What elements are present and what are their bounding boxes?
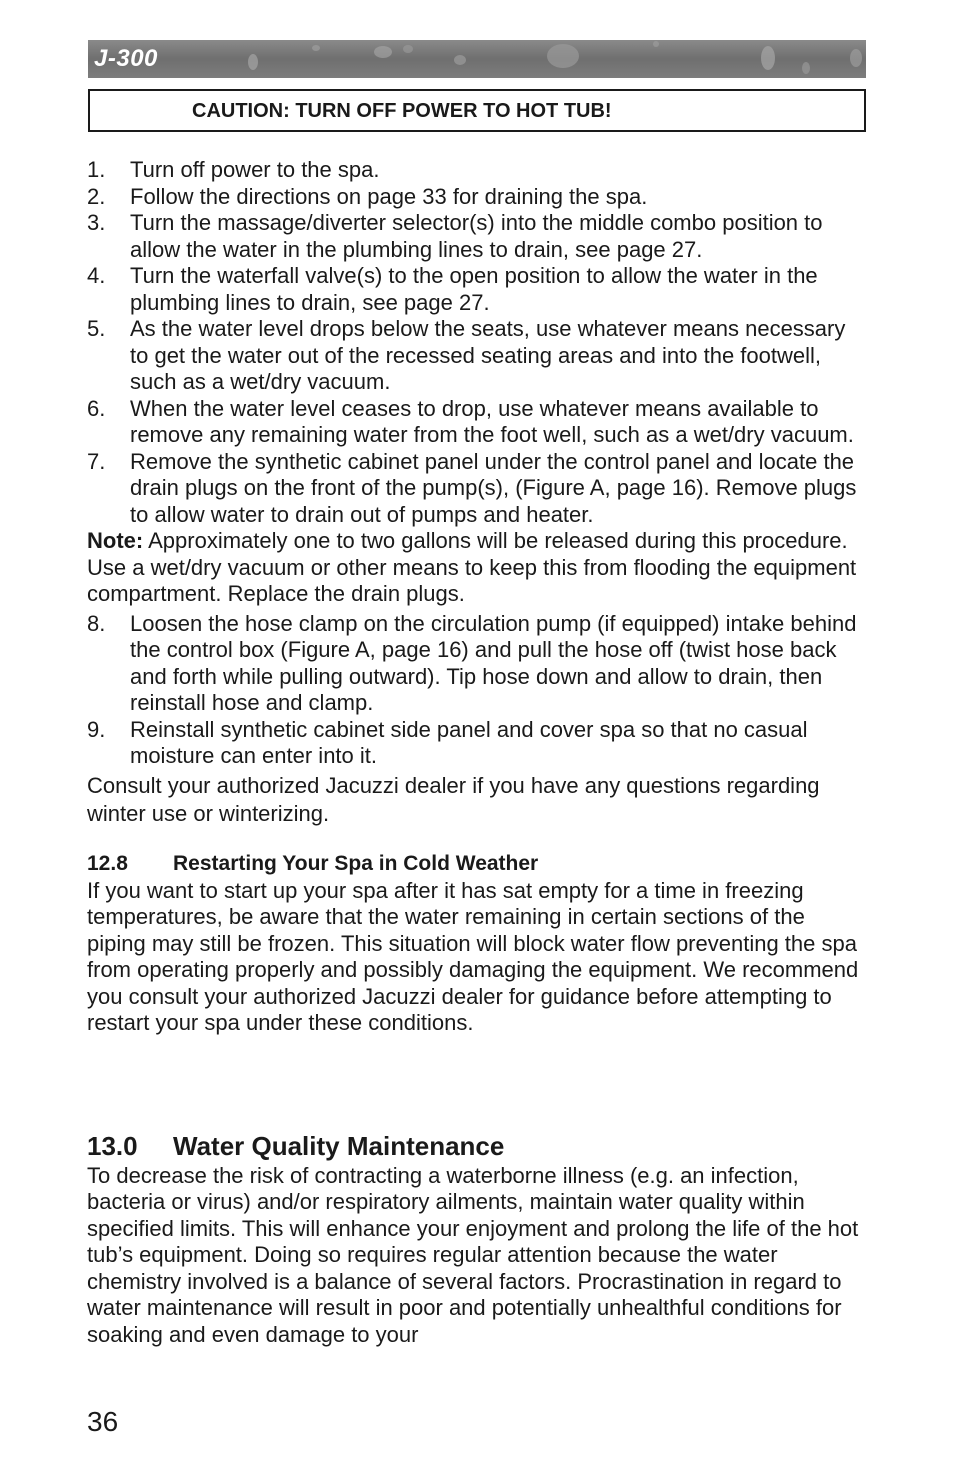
list-item (87, 717, 869, 770)
step-text: Remove the synthetic cabinet panel under the control panel and locate the drain plugs on the front of the pump(s), (Figure A, page 16). Remove plugs to allow water to drain out of pumps and heater. (130, 448, 857, 527)
step-number: 9. (87, 716, 106, 742)
caution-text: CAUTION: TURN OFF POWER TO HOT TUB! (192, 100, 612, 122)
step-number: 1. (87, 157, 106, 182)
section-body-12-8: If you want to start up your spa after it has sat empty for a time in freezing temperatures, be aware that the water remaining in certain sections of the piping may still be frozen. This situation will block water flow preventing the spa from operating properly and possibly damaging the equipment. We recommend you consult your authorized Jacuzzi dealer for guidance before attempting to restart your spa under these conditions. (87, 877, 859, 1035)
model-title: J-300 (94, 45, 158, 72)
step-text: Turn off power to the spa. (130, 157, 380, 182)
section-title: Restarting Your Spa in Cold Weather (173, 851, 539, 875)
steps-list-b (87, 611, 869, 770)
step-text: Loosen the hose clamp on the circulation pump (if equipped) intake behind the control box (Figure A, page 16) and pull the hose off (twist hose back and forth while pulling outward). Tip hose down and allow to drain, then reinstall hose and clamp. (130, 610, 857, 715)
consult-paragraph: Consult your authorized Jacuzzi dealer if you have any questions regarding winter use or winterizing. (87, 772, 820, 826)
list-item (87, 210, 869, 263)
page-number: 36 (87, 1406, 119, 1437)
caution-box (88, 89, 866, 132)
step-text: Turn the waterfall valve(s) to the open position to allow the water in the plumbing lines to drain, see page 27. (130, 263, 818, 315)
list-item (87, 157, 869, 184)
steps-list-a (87, 157, 869, 528)
step-text: As the water level drops below the seats, use whatever means necessary to get the water out of the recessed seating areas and into the footwell, such as a wet/dry vacuum. (130, 316, 846, 394)
section-body-13-0: To decrease the risk of contracting a waterborne illness (e.g. an infection, bacteria or virus) and/or respiratory ailments, maintain water quality within specified limits. This will enhance your enjoyment and prolong the life of the hot tub’s equipment. Doing so requires regular attention because the water chemistry involved is a balance of several factors. Procrastination in regard to water maintenance will result in poor and potentially unhealthful conditions for soaking and even damage to your (87, 1162, 859, 1347)
list-item (87, 316, 869, 396)
water-droplets-decoration (88, 40, 866, 78)
step-number: 8. (87, 610, 106, 636)
list-item (87, 263, 869, 316)
header-bar (88, 40, 866, 78)
step-number: 7. (87, 448, 106, 474)
list-item (87, 184, 869, 211)
main-content (87, 157, 869, 1348)
step-number: 6. (87, 395, 106, 421)
section-heading-12-8 (87, 850, 869, 878)
step-text: Turn the massage/diverter selector(s) into the middle combo position to allow the water in the plumbing lines to drain, see page 27. (130, 210, 823, 262)
note-label: Note: (87, 528, 144, 553)
step-number: 5. (87, 316, 106, 341)
list-item (87, 449, 869, 529)
step-text: When the water level ceases to drop, use whatever means available to remove any remaining water from the foot well, such as a wet/dry vacuum. (130, 395, 854, 447)
step-number: 2. (87, 183, 106, 209)
note-text: Approximately one to two gallons will be released during this procedure. Use a wet/dry vacuum or other means to keep this from flooding the equipment compartment. Replace the drain plugs. (87, 528, 857, 606)
section-number: 13.0 (87, 1130, 138, 1161)
note-paragraph (87, 528, 869, 608)
step-number: 3. (87, 210, 106, 235)
section-title: Water Quality Maintenance (173, 1130, 505, 1161)
list-item (87, 396, 869, 449)
section-number: 12.8 (87, 851, 128, 875)
section-heading-13-0 (87, 1129, 869, 1163)
list-item (87, 611, 869, 717)
step-text: Follow the directions on page 33 for draining the spa. (130, 183, 648, 209)
step-text: Reinstall synthetic cabinet side panel and cover spa so that no casual moisture can enter into it. (130, 716, 808, 768)
step-number: 4. (87, 263, 106, 288)
